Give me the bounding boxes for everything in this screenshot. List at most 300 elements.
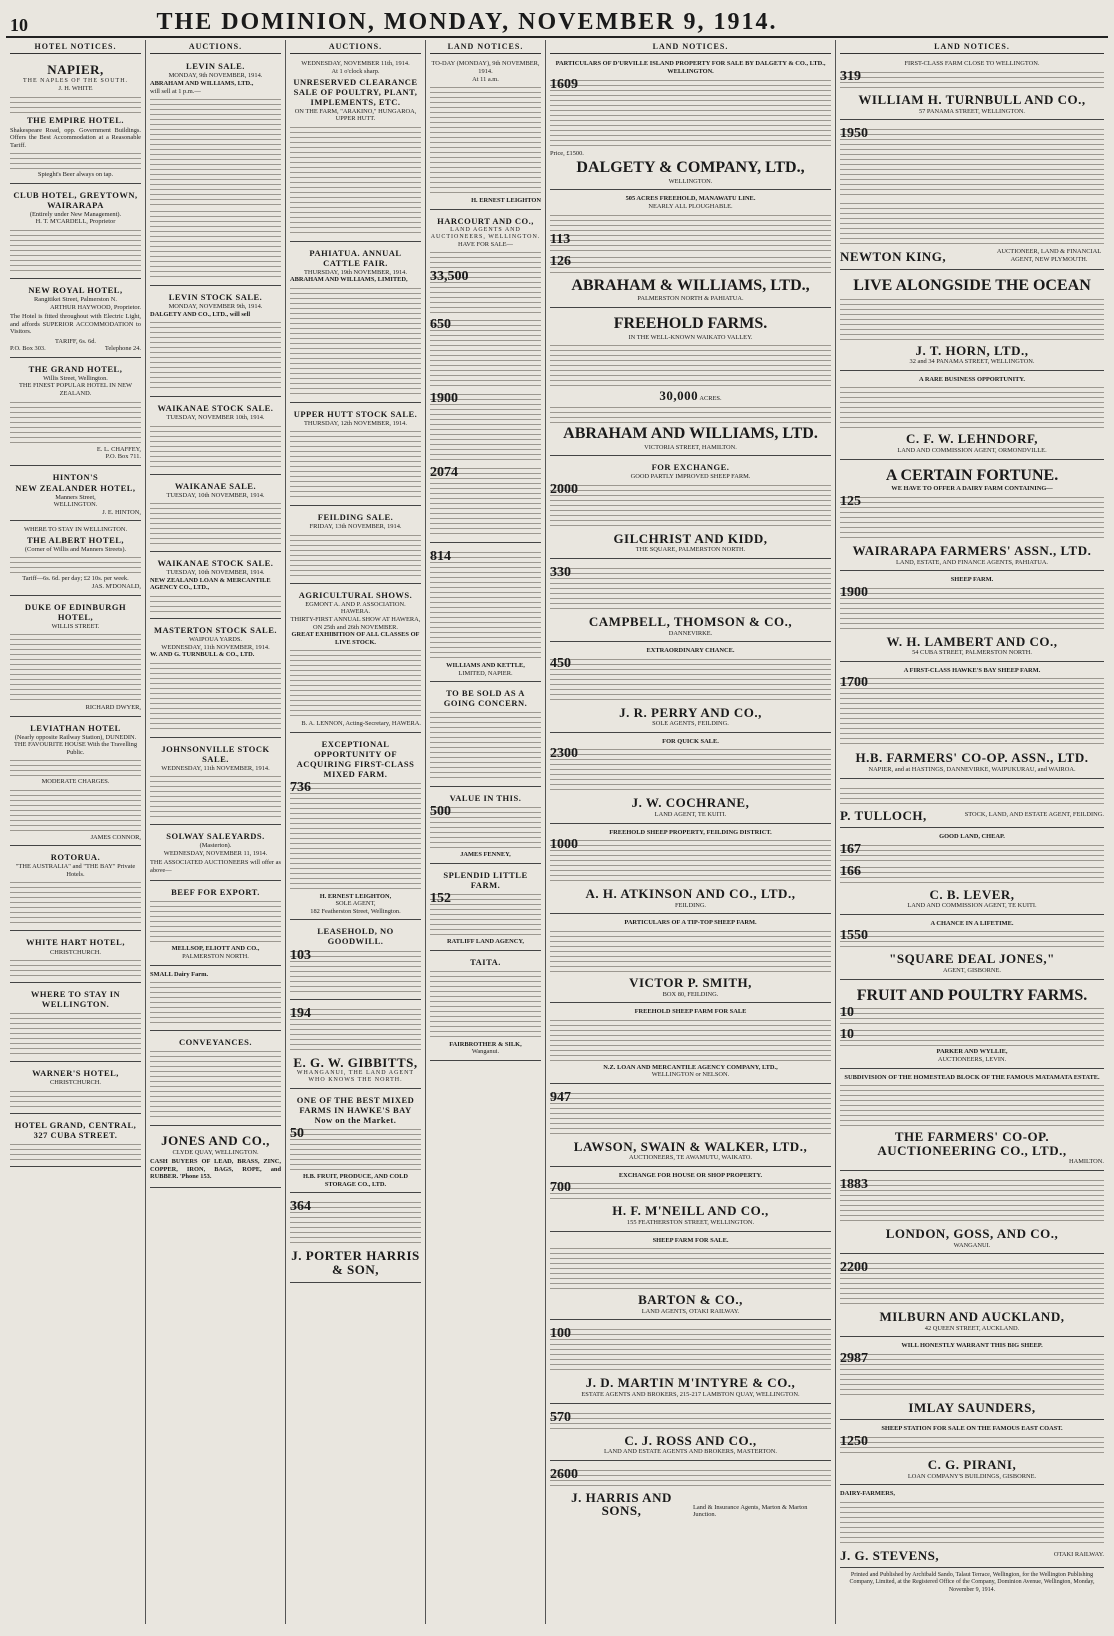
agent-name: WILLIAMS AND KETTLE, (446, 662, 525, 670)
ad-body-text (550, 747, 831, 791)
printer-imprint: Printed and Published by Archibald Sando, Talaut Terrace, Wellington, for the Wellington Publishing Company, Limited, at the Registered Office of the Company, Dominion Avenue, Wellington, Monday, November 9, 1914. (849, 1572, 1095, 1593)
hotel-ad-warner (10, 1064, 141, 1114)
auctioneer: ABRAHAM AND WILLIAMS, LIMITED, (290, 276, 408, 284)
agent-city: LAND AGENT, TE KUITI. (654, 811, 727, 819)
ad-body-text (840, 127, 1104, 197)
ad-title: DUKE OF EDINBURGH HOTEL, (24, 601, 127, 622)
ad-title: SHEEP FARM FOR SALE. (652, 1236, 729, 1244)
acreage: 814 (430, 549, 451, 565)
agent-name: J. G. STEVENS, (840, 1547, 940, 1563)
column-auctions-2 (286, 40, 426, 1624)
agent-city: LIMITED, NAPIER. (458, 669, 513, 677)
ad-body-text (150, 661, 281, 731)
acreage: 166 (840, 863, 861, 879)
ad-body-text (10, 1011, 141, 1055)
acreage: 330 (550, 564, 571, 580)
land-hawkes-bay (290, 1091, 421, 1193)
ad-title: EXCHANGE FOR HOUSE OR SHOP PROPERTY. (618, 1171, 763, 1179)
ad-title: LEVIN STOCK SALE. (168, 292, 263, 303)
agent-name: J. D. MARTIN M'INTYRE & CO., (585, 1375, 796, 1391)
ad-tagline: GREAT EXHIBITION OF ALL CLASSES OF LIVE STOCK. (291, 631, 420, 646)
section-heading: LAND NOTICES. (550, 40, 831, 54)
land-victor-smith (550, 916, 831, 1003)
sale-date: TUESDAY, 10th NOVEMBER, 1914. (166, 569, 265, 577)
ad-subtitle: (Masterton). (199, 842, 232, 850)
agent-name: WILLIAM H. TURNBULL AND CO., (858, 91, 1086, 107)
sale-date: TUESDAY, 10th NOVEMBER, 1914. (166, 491, 265, 499)
agent-address: OTAKI RAILWAY. (1053, 1550, 1104, 1558)
ad-tagline: HAVE FOR SALE— (458, 240, 513, 248)
agent-city: FEILDING. (674, 901, 707, 909)
ad-title: NEW ROYAL HOTEL, (28, 285, 123, 296)
ad-body-text (840, 201, 1104, 245)
agent-name: C. G. PIRANI, (927, 1457, 1017, 1473)
sale-date: FRIDAY, 13th NOVEMBER, 1914. (309, 523, 402, 531)
acreage: 319 (840, 68, 861, 84)
column-auctions-1 (146, 40, 286, 1624)
ad-body-text (550, 255, 831, 273)
ad-title: HINTON'S (52, 471, 99, 482)
ad-body-text (10, 632, 141, 702)
proprietor-name: J. E. HINTON, (102, 508, 141, 516)
agent-name: NEWTON KING, (840, 249, 947, 265)
agent-name: JAMES FENNEY, (460, 851, 511, 859)
hotel-ad-rotorua (10, 848, 141, 931)
agent-name: E. G. W. GIBBITTS, (293, 1054, 418, 1070)
auction-levin-stock (150, 288, 281, 397)
section-heading: AUCTIONS. (150, 40, 281, 54)
acreage: 50 (290, 1126, 304, 1142)
acreage: 2600 (550, 1466, 578, 1482)
agent-address: AGENT, GISBORNE. (943, 967, 1001, 975)
agent-address: 32 and 34 PANAMA STREET, WELLINGTON. (909, 358, 1035, 366)
ad-body-text (840, 1028, 1104, 1046)
acreage: 2987 (840, 1350, 868, 1366)
secretary-name: B. A. LENNON, Acting-Secretary, HAWERA. (301, 720, 421, 728)
ad-title: WAIKANAE SALE. (174, 480, 257, 491)
sale-intro: will sell at 1 p.m.— (150, 87, 201, 95)
ad-body-text (290, 125, 421, 235)
ad-title: JOHNSONVILLE STOCK SALE. (161, 743, 270, 764)
land-ross (550, 1406, 831, 1461)
sale-time: At 1 o'clock sharp. (331, 67, 380, 75)
agent-name: H.B. FRUIT, PRODUCE, AND COLD STORAGE CO., LTD. (303, 1173, 408, 1188)
land-lambert (840, 573, 1104, 662)
ad-title: HARCOURT AND CO., (437, 215, 534, 226)
ad-body-text (10, 880, 141, 924)
land-pirani (840, 1422, 1104, 1485)
section-heading: LAND NOTICES. (840, 40, 1104, 54)
land-atkinson (550, 826, 831, 915)
ad-body-text (840, 495, 1104, 539)
land-stevens (840, 1487, 1104, 1568)
ad-title: CLUB HOTEL, GREYTOWN, WAIRARAPA (13, 189, 138, 210)
acreage: 700 (550, 1180, 571, 1196)
ad-body-text (10, 1142, 141, 1160)
agent-address: AUCTIONEERS, LEVIN. (937, 1055, 1007, 1063)
land-lever (840, 830, 1104, 915)
agent-name: J. R. PERRY AND CO., (619, 704, 762, 720)
ad-title: TAITA. (470, 956, 501, 967)
ad-subtitle: THE NAPLES OF THE SOUTH. (22, 78, 129, 85)
ad-body-text (840, 786, 1104, 804)
agent-role: STOCK, LAND, AND ESTATE AGENT, FEILDING. (964, 810, 1104, 818)
sale-date: WEDNESDAY, 11th NOVEMBER, 1914. (161, 764, 270, 772)
ad-body-text (10, 95, 141, 113)
auctioneer: W. AND G. TURNBULL & CO., LTD. (150, 651, 255, 659)
agent-name: C. J. ROSS AND CO., (624, 1432, 757, 1448)
column-land-notices-1 (426, 40, 546, 1624)
agent-city: WELLINGTON. (668, 177, 713, 185)
acreage: 1950 (840, 126, 868, 142)
ad-title: A FIRST-CLASS HAWKE'S BAY SHEEP FARM. (903, 666, 1041, 674)
land-cochrane (550, 735, 831, 824)
acreage: 570 (550, 1409, 571, 1425)
section-heading: LAND NOTICES. (430, 40, 541, 54)
land-perry (550, 644, 831, 733)
agent-name: C. F. W. LEHNDORF, (906, 431, 1038, 447)
agent-address: 54 CUBA STREET, PALMERSTON NORTH. (912, 649, 1032, 657)
ad-body-text (10, 958, 141, 976)
ad-body-text: CASH BUYERS OF LEAD, BRASS, ZINC, COPPER, IRON, BAGS, ROPE, and RUBBER. 'Phone 153. (150, 1158, 281, 1181)
acreage: 947 (550, 1089, 571, 1105)
ad-subtitle: LAND AGENTS AND AUCTIONEERS, WELLINGTON. (430, 226, 541, 240)
auction-waikanae-stock-2 (150, 554, 281, 619)
column-hotel-notices (6, 40, 146, 1624)
agent-address: LAND AND ESTATE AGENTS AND BROKERS, MASTERTON. (604, 1448, 777, 1456)
ad-body-text (550, 929, 831, 973)
acreage: 450 (550, 655, 571, 671)
land-fairbrother (430, 953, 541, 1061)
ad-body-text: The Hotel is fitted throughout with Electric Light, and affords SUPERIOR ACCOMMODATION to Visitors. (10, 313, 141, 336)
agent-name: J. HARRIS AND SONS, (571, 1489, 672, 1519)
agent-role: SOLE AGENT, (335, 900, 376, 908)
proprietor-name: H. T. M'CARDELL, Proprietor (35, 218, 116, 226)
ad-body-text (10, 151, 141, 169)
ad-title: SHEEP STATION FOR SALE ON THE FAMOUS EAST COAST. (881, 1425, 1063, 1433)
sale-date: THURSDAY, 19th NOVEMBER, 1914. (304, 268, 407, 276)
land-gilchrist (550, 458, 831, 559)
auctioneer: NEW ZEALAND LOAN & MERCANTILE AGENCY CO., LTD., (150, 576, 271, 592)
masthead (6, 6, 1108, 38)
ad-body-text (150, 209, 281, 279)
ad-subtitle: Willis Street, Wellington. (43, 374, 108, 382)
ad-title: FREEHOLD SHEEP PROPERTY, FEILDING DISTRICT. (609, 828, 772, 836)
ad-body-text (430, 85, 541, 195)
acreage: 1550 (840, 928, 868, 944)
ad-body-text (290, 533, 421, 577)
ad-tagline: THE FAVOURITE HOUSE With the Travelling Public. (13, 741, 138, 756)
ad-body-text (290, 286, 421, 396)
agent-name: H. ERNEST LEIGHTON (471, 197, 541, 205)
agent-address: HAMILTON. (1069, 1158, 1104, 1166)
column-land-notices-3 (836, 40, 1108, 1624)
ad-subtitle: IN THE WELL-KNOWN WAIKATO VALLEY. (628, 333, 753, 341)
acreage: 126 (550, 253, 571, 269)
ad-body-text (840, 843, 1104, 861)
ad-body-text (10, 788, 141, 832)
acreage: 152 (430, 891, 451, 907)
agricultural-shows (290, 586, 421, 733)
ad-body-text (10, 1089, 141, 1107)
proprietor-name: ARTHUR HAYWOOD, Proprietor. (50, 303, 141, 311)
column-land-notices-2 (546, 40, 836, 1624)
acreage-unit: ACRES. (699, 395, 722, 403)
agent-address: 42 QUEEN STREET, AUCKLAND. (924, 1324, 1020, 1332)
land-london-goss (840, 1173, 1104, 1254)
agent-name: J. W. COCHRANE, (631, 795, 750, 811)
agent-address: LAND AND COMMISSION AGENT, ORMONDVILLE. (897, 446, 1047, 454)
ad-body-text (840, 1083, 1104, 1127)
conveyances (150, 1033, 281, 1126)
acreage: 125 (840, 493, 861, 509)
land-mcintyre (550, 1322, 831, 1403)
ad-body-text (840, 586, 1104, 630)
ad-title: SUBDIVISION OF THE HOMESTEAD BLOCK OF THE FAMOUS MATAMATA ESTATE. (844, 1073, 1100, 1081)
ad-title: AGRICULTURAL SHOWS. (298, 589, 413, 600)
hotel-ad-leviathan (10, 719, 141, 847)
ad-subtitle: (Entirely under New Management). (29, 210, 122, 218)
acreage: 33,500 (430, 269, 469, 285)
ad-title: NEW ZEALANDER HOTEL, (15, 482, 136, 493)
land-lehndorf (840, 373, 1104, 460)
ad-note: Spieght's Beer always on tap. (37, 171, 114, 179)
agent-address: LOAN COMPANY'S BUILDINGS, GISBORNE. (907, 1472, 1037, 1480)
land-freehold-farms (550, 310, 831, 456)
acreage: 10 (840, 1027, 854, 1043)
auction-beef-export (150, 883, 281, 965)
ad-body-text (840, 676, 1104, 746)
ad-title: SOLWAY SALEYARDS. (166, 831, 265, 842)
ad-body-text (550, 1246, 831, 1290)
ad-title: JONES AND CO., (161, 1133, 270, 1149)
contact-row (10, 345, 141, 353)
auction-pahiatua (290, 244, 421, 403)
agent-address: 57 PANAMA STREET, WELLINGTON. (918, 107, 1026, 115)
land-wairarapa (840, 462, 1104, 572)
agent-name: LONDON, GOSS, AND CO., (885, 1225, 1059, 1241)
land-hb-farmers (840, 664, 1104, 779)
land-going-concern (430, 684, 541, 787)
land-fenney (430, 789, 541, 864)
land-mcneill (550, 1169, 831, 1232)
acreage: 2000 (550, 481, 578, 497)
hotel-ad-albert (10, 523, 141, 595)
ad-body-text (10, 400, 141, 444)
ad-body-text (150, 320, 281, 390)
ad-body-text (550, 1411, 831, 1429)
ad-tagline: THE FINEST POPULAR HOTEL IN NEW ZEALAND. (18, 382, 133, 397)
ad-title: 505 ACRES FREEHOLD, MANAWATU LINE. (625, 195, 756, 203)
ad-body-text (840, 1352, 1104, 1396)
newspaper-page (6, 6, 1108, 1624)
agent-address: ESTATE AGENTS AND BROKERS, 215-217 LAMBTON QUAY, WELLINGTON. (581, 1391, 800, 1398)
ad-body-text (10, 228, 141, 272)
sale-date: TO-DAY (MONDAY), 9th NOVEMBER, 1914. (431, 60, 540, 75)
ad-subtitle: Manners Street, (55, 493, 96, 501)
land-matamata (840, 1071, 1104, 1171)
agent-name: RATLIFF LAND AGENCY, (447, 938, 524, 946)
acreage: 1900 (840, 584, 868, 600)
ad-subtitle: WILLIS STREET. (51, 622, 100, 630)
ad-subtitle: WHERE TO STAY IN WELLINGTON. (23, 526, 128, 534)
land-turnbull (840, 57, 1104, 120)
ad-title: ROTORUA. (50, 852, 101, 863)
land-manawatu (550, 192, 831, 307)
agent-name: "SQUARE DEAL JONES," (889, 951, 1055, 967)
ad-subtitle: (Nearly opposite Railway Station), DUNEDIN. (14, 733, 137, 741)
hotel-ad-duke (10, 598, 141, 717)
ad-title: EXTRAORDINARY CHANCE. (646, 647, 735, 655)
proprietor-name: RICHARD DWYER, (85, 704, 141, 712)
ad-title: UNRESERVED CLEARANCE SALE OF POULTRY, PLANT, IMPLEMENTS, ETC. (293, 76, 418, 107)
hotel-ad-new-royal (10, 281, 141, 358)
land-barton (550, 1234, 831, 1321)
ad-title: DAIRY-FARMERS, (840, 1490, 895, 1498)
sale-time: At 11 a.m. (472, 75, 499, 83)
agent-name: BARTON & CO., (638, 1292, 743, 1308)
ad-title: PAHIATUA. ANNUAL CATTLE FAIR. (309, 247, 402, 268)
auction-levin-sale (150, 57, 281, 286)
agent-name: IMLAY SAUNDERS, (908, 1399, 1036, 1415)
ad-body-text: THE ASSOCIATED AUCTIONEERS will offer as above— (150, 859, 281, 874)
agent-name: MELLSOP, ELIOTT AND CO., (171, 945, 260, 953)
proprietor-name: E. L. CHAFFEY, (96, 445, 141, 453)
ad-title: FOR EXCHANGE. (651, 462, 730, 473)
agent-role: AUCTIONEER, LAND & FINANCIAL AGENT, NEW PLYMOUTH. (996, 248, 1102, 263)
ad-title: LEVIN SALE. (186, 61, 245, 72)
sale-venue: WAIPOUA YARDS. (188, 636, 243, 643)
sale-date: THURSDAY, 12th NOVEMBER, 1914. (304, 419, 407, 427)
land-square-deal (840, 917, 1104, 980)
ad-body-text (550, 1327, 831, 1371)
ad-title: FRUIT AND POULTRY FARMS. (856, 986, 1088, 1004)
agent-address: 155 FEATHERSTON STREET, WELLINGTON. (626, 1219, 755, 1227)
ad-title: SHEEP FARM. (950, 576, 994, 584)
section-heading: AUCTIONS. (290, 40, 421, 54)
ad-body-text (10, 555, 141, 573)
ad-body-text (150, 97, 281, 207)
ad-tagline: MODERATE CHARGES. (41, 778, 110, 786)
acreage: 1609 (550, 76, 578, 92)
acreage: 1883 (840, 1176, 868, 1192)
acreage: 500 (430, 804, 451, 820)
agent-address: NAPIER, and at HASTINGS, DANNEVIRKE, WAIPUKURAU, and WAIROA. (868, 765, 1076, 773)
ad-title: UPPER HUTT STOCK SALE. (293, 408, 418, 419)
ad-title: ONE OF THE BEST MIXED FARMS IN HAWKE'S BAY Now on the Market. (296, 1095, 415, 1126)
ad-title: PARTICULARS OF A TIP-TOP SHEEP FARM. (624, 919, 757, 927)
ad-title: SPLENDID LITTLE FARM. (443, 870, 528, 891)
proprietor-name: JAS. M'DONALD, (91, 582, 141, 590)
telephone: Telephone 24. (104, 345, 141, 353)
ad-subtitle: NEARLY ALL PLOUGHABLE. (648, 202, 733, 210)
ad-title: HOTEL GRAND, CENTRAL, 327 CUBA STREET. (14, 1119, 137, 1140)
auctioneer: ABRAHAM AND WILLIAMS, LTD., (150, 80, 254, 87)
ad-body-text (840, 865, 1104, 883)
ad-title: FIRST-CLASS FARM CLOSE TO WELLINGTON. (904, 60, 1040, 68)
ad-title: WARNER'S HOTEL, (32, 1068, 119, 1079)
ad-subtitle: Rangitikei Street, Palmerston N. (34, 296, 117, 304)
agent-address: Land & Insurance Agents, Marton & Marton Junction. (692, 1503, 808, 1519)
ad-title: GOOD LAND, CHEAP. (939, 833, 1005, 841)
agent-name: MILBURN AND AUCKLAND, (879, 1309, 1065, 1325)
auction-small-dairy (150, 968, 281, 1032)
ad-title: WHERE TO STAY IN WELLINGTON. (30, 989, 121, 1010)
ad-body-text (150, 774, 281, 818)
agent-name: VICTOR P. SMITH, (629, 974, 752, 990)
ad-body-text (150, 1049, 281, 1119)
auction-arakino (290, 57, 421, 241)
land-harcourt (430, 212, 541, 544)
land-lawson (550, 1086, 831, 1167)
ad-title: SMALL Dairy Farm. (150, 970, 209, 978)
auction-waikanae-stock (150, 399, 281, 475)
agent-address: THE SQUARE, PALMERSTON NORTH. (635, 546, 746, 554)
ad-body-text (150, 594, 281, 612)
agent-name: J. PORTER HARRIS & SON, (291, 1248, 420, 1278)
acreage: 1000 (550, 837, 578, 853)
agent-address: 182 Featherston Street, Wellington. (310, 907, 401, 915)
page-number: 10 (10, 15, 28, 35)
ad-subtitle: CHRISTCHURCH. (50, 1079, 101, 1087)
hotel-ad-white-hart (10, 933, 141, 983)
ad-body-text (550, 213, 831, 231)
ad-title: BEEF FOR EXPORT. (171, 887, 260, 898)
land-nz-loan (550, 1005, 831, 1084)
ad-subtitle: CLYDE QUAY, WELLINGTON. (172, 1148, 259, 1156)
auction-leighton (430, 57, 541, 209)
ad-subtitle: EGMONT A. AND P. ASSOCIATION. HAWERA. (305, 600, 406, 616)
land-tulloch (840, 781, 1104, 829)
ad-body-text (550, 1018, 831, 1062)
agent-city: WELLINGTON or NELSON. (651, 1071, 730, 1079)
ad-body-text (550, 78, 831, 148)
agent-city: BOX 80, FEILDING. (662, 990, 719, 998)
agent-name: CAMPBELL, THOMSON & CO., (588, 613, 793, 629)
hotel-ad-grand (10, 360, 141, 466)
ad-title: LEVIATHAN HOTEL (30, 722, 121, 733)
auctioneer: DALGETY AND CO., LTD., will sell (150, 310, 251, 318)
ad-body-text (840, 1006, 1104, 1024)
agent-name: ABRAHAM & WILLIAMS, LTD., (571, 276, 810, 294)
sale-date: MONDAY, NOVEMBER 9th, 1914. (168, 303, 263, 311)
ad-body-text (840, 1178, 1104, 1222)
agent-name: A. H. ATKINSON AND CO., LTD., (585, 886, 796, 902)
agent-city: SOLE AGENTS, FEILDING. (652, 720, 729, 728)
ad-body-text (550, 1091, 831, 1135)
land-milburn (840, 1256, 1104, 1337)
ad-title: THE GRAND HOTEL, (28, 363, 123, 374)
ad-body-text (150, 501, 281, 545)
land-ratliff (430, 866, 541, 951)
ad-title: VALUE IN THIS. (449, 793, 522, 804)
ad-subtitle: "THE AUSTRALIA" and "THE BAY" Private Hotels. (15, 863, 136, 878)
section-heading: HOTEL NOTICES. (10, 40, 141, 54)
ad-title: A CERTAIN FORTUNE. (885, 466, 1059, 484)
ad-title: WAIKANAE STOCK SALE. (157, 403, 274, 414)
agent-address: LAND AND COMMISSION AGENT, TE KUITI. (907, 902, 1037, 910)
acreage: 2300 (550, 746, 578, 762)
ad-body-text (550, 483, 831, 527)
agent-name: W. H. LAMBERT AND CO., (886, 633, 1058, 649)
ad-title: LIVE ALONGSIDE THE OCEAN (853, 276, 1091, 294)
acreage: 2200 (840, 1260, 868, 1276)
agent-city: DANNEVIRKE. (668, 629, 713, 637)
ad-title: TO BE SOLD AS A GOING CONCERN. (443, 688, 528, 709)
ad-title: A CHANCE IN A LIFETIME. (930, 919, 1014, 927)
ad-body-text (550, 657, 831, 701)
ad-subtitle: (Corner of Willis and Manners Streets). (24, 545, 127, 553)
